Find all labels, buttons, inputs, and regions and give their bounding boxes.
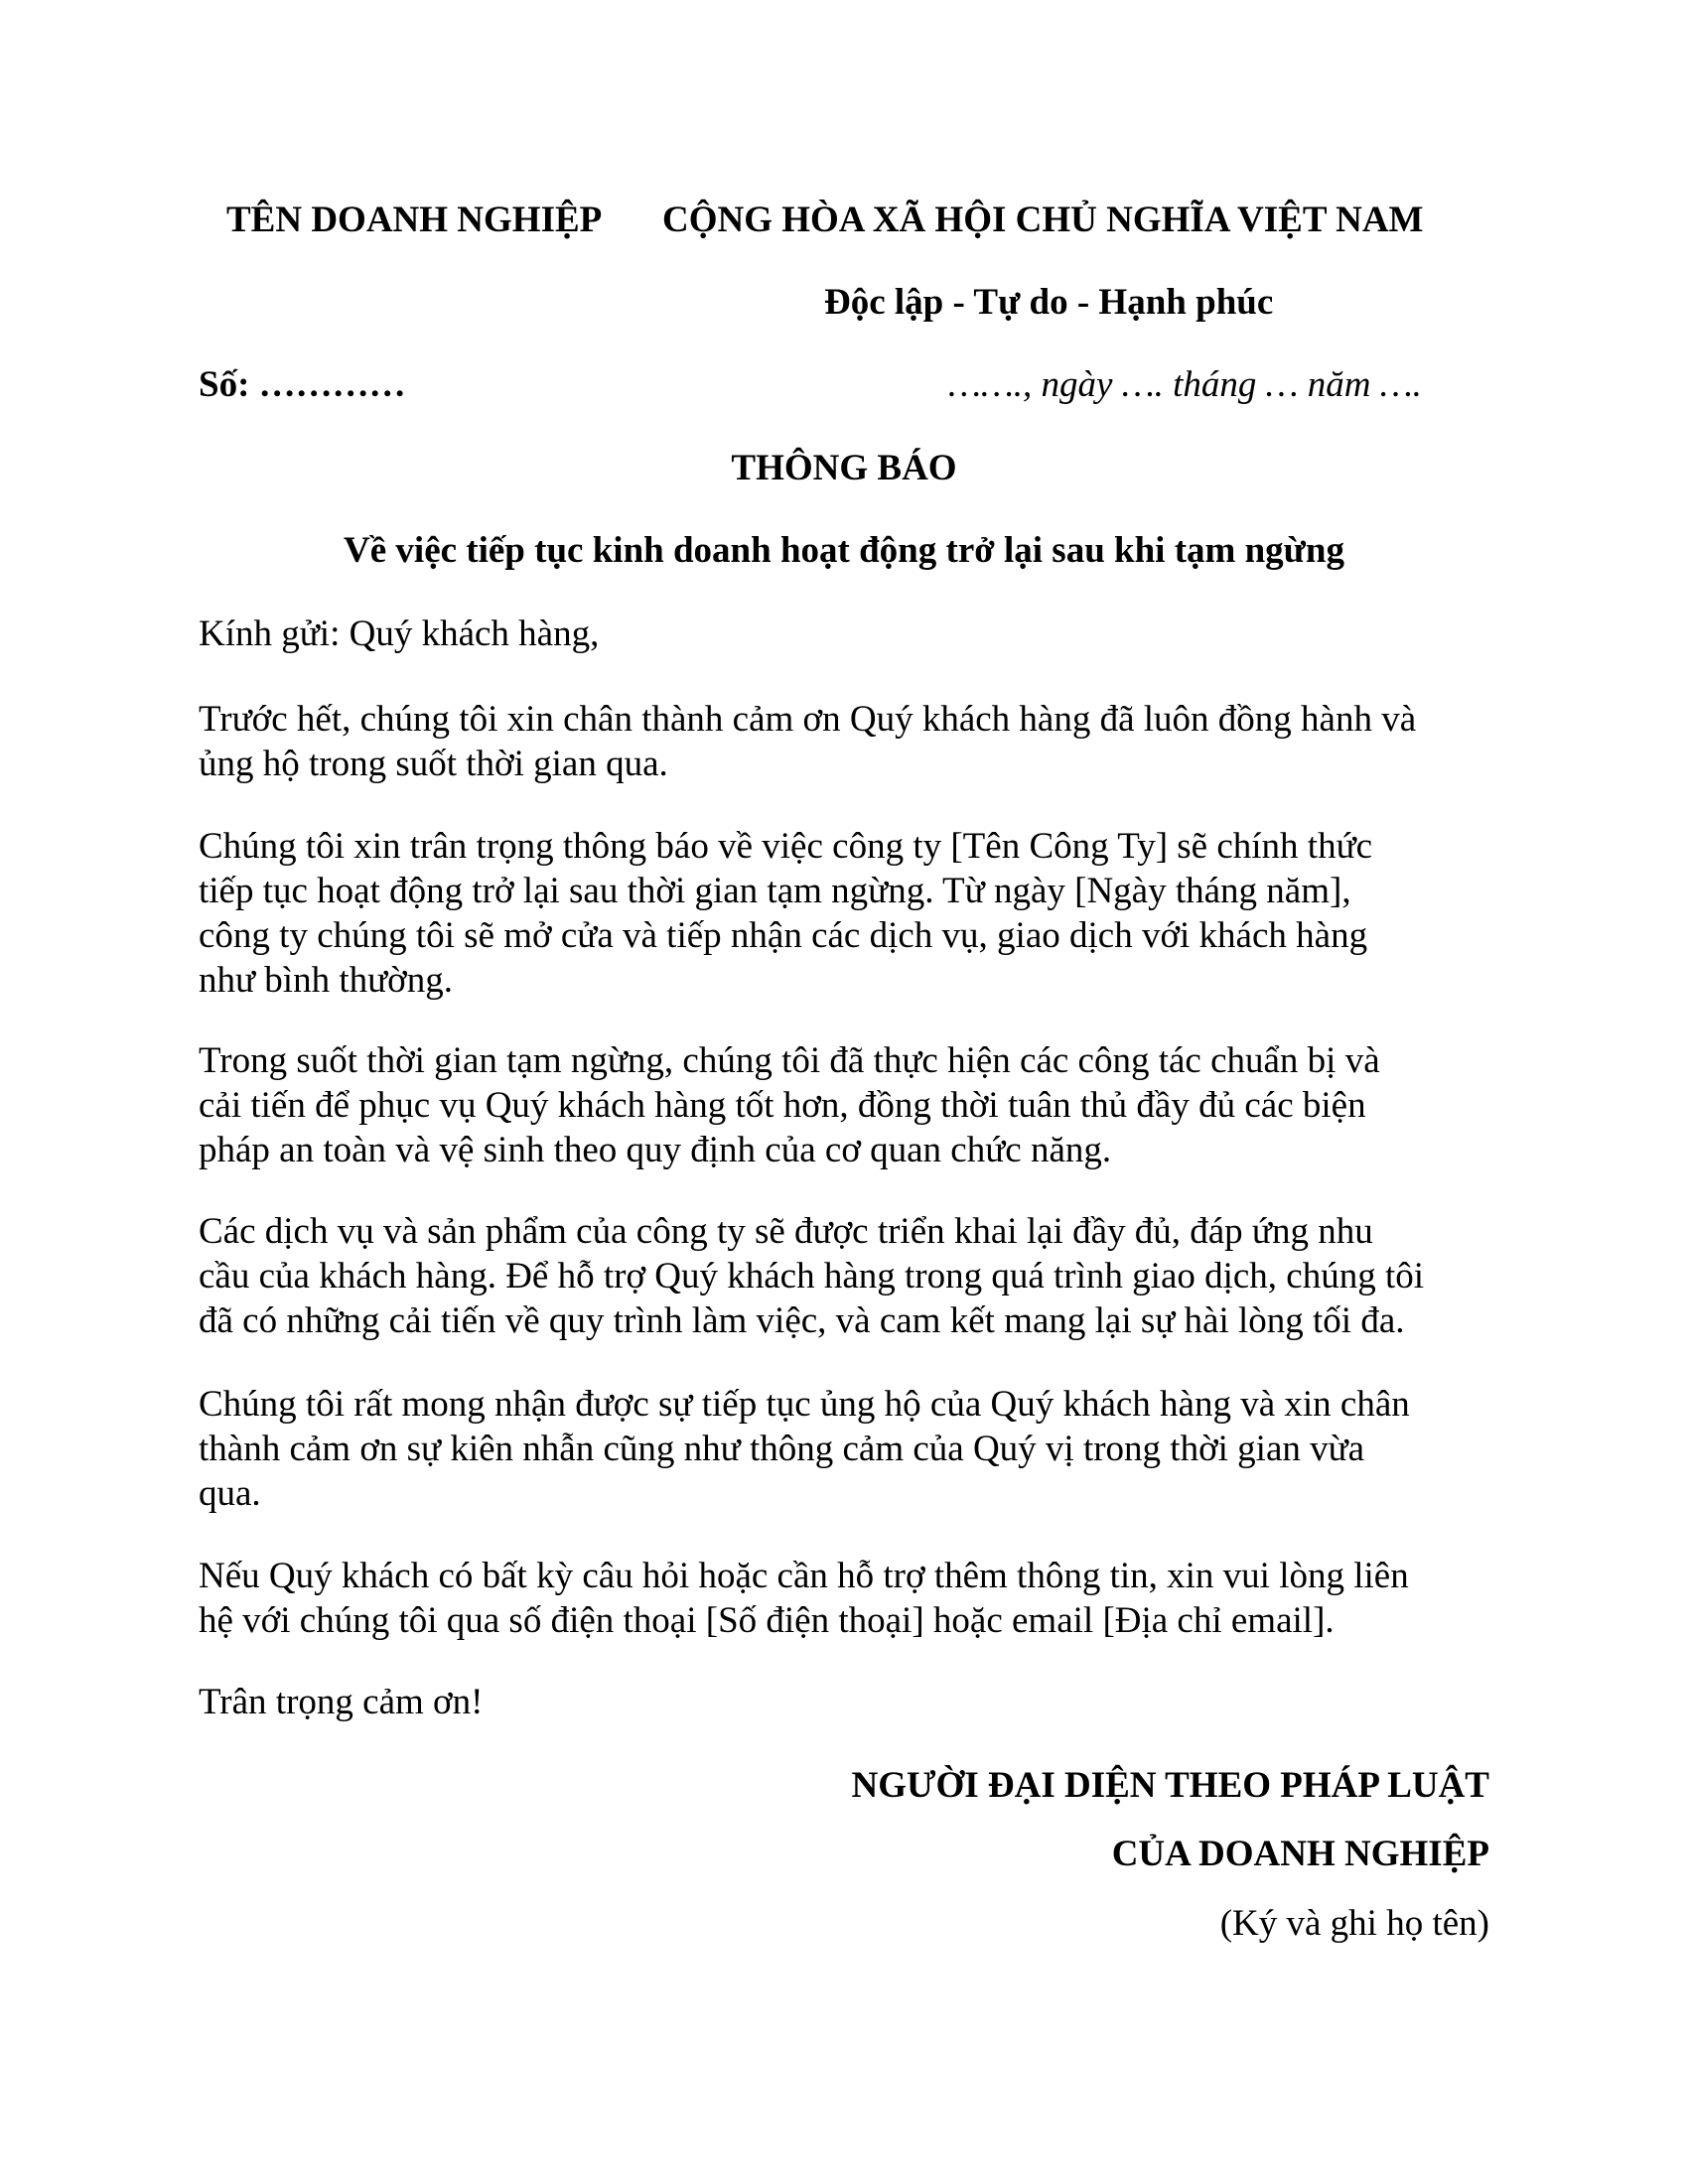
greeting: Kính gửi: Quý khách hàng, [199,614,600,654]
paragraph-1 [199,697,1499,786]
paragraph-line: thành cảm ơn sự kiên nhẫn cũng như thông cảm của Quý vị trong thời gian vừa [199,1429,1365,1469]
country-name: CỘNG HÒA XÃ HỘI CHỦ NGHĨA VIỆT NAM [662,200,1424,240]
paragraph-line: Chúng tôi xin trân trọng thông báo về việc công ty [Tên Công Ty] sẽ chính thức [199,826,1373,867]
paragraph-5 [199,1382,1499,1516]
paragraph-line: tiếp tục hoạt động trở lại sau thời gian tạm ngừng. Từ ngày [Ngày tháng năm], [199,871,1351,911]
paragraph-line: công ty chúng tôi sẽ mở cửa và tiếp nhận các dịch vụ, giao dịch với khách hàng [199,915,1368,956]
national-motto: Độc lập - Tự do - Hạnh phúc [824,282,1274,323]
paragraph-line: Trong suốt thời gian tạm ngừng, chúng tôi đã thực hiện các công tác chuẩn bị và [199,1040,1380,1081]
paragraph-line: Các dịch vụ và sản phẩm của công ty sẽ được triển khai lại đầy đủ, đáp ứng nhu [199,1211,1373,1252]
paragraph-line: cầu của khách hàng. Để hỗ trợ Quý khách hàng trong quá trình giao dịch, chúng tôi [199,1256,1425,1297]
paragraph-line: qua. [199,1473,261,1514]
paragraph-line: Nếu Quý khách có bất kỳ câu hỏi hoặc cần hỗ trợ thêm thông tin, xin vui lòng liên [199,1556,1409,1596]
paragraph-line: ủng hộ trong suốt thời gian qua. [199,744,668,784]
company-name: TÊN DOANH NGHIỆP [226,200,603,240]
paragraph-line: Chúng tôi rất mong nhận được sự tiếp tục ủng hộ của Quý khách hàng và xin chân [199,1384,1410,1425]
paragraph-3 [199,1038,1499,1172]
document-title: THÔNG BÁO [731,448,957,488]
paragraph-line: pháp an toàn và vệ sinh theo quy định của cơ quan chức năng. [199,1130,1112,1170]
paragraph-line: hệ với chúng tôi qua số điện thoại [Số điện thoại] hoặc email [Địa chỉ email]. [199,1600,1335,1641]
signature-title-line-2: CỦA DOANH NGHIỆP [1111,1834,1489,1874]
paragraph-line: cải tiến để phục vụ Quý khách hàng tốt hơn, đồng thời tuân thủ đầy đủ các biện [199,1085,1366,1126]
paragraph-line: đã có những cải tiến về quy trình làm việc, và cam kết mang lại sự hài lòng tối đa. [199,1300,1405,1341]
paragraph-line: Trước hết, chúng tôi xin chân thành cảm ơn Quý khách hàng đã luôn đồng hành và [199,699,1417,740]
document-number: Số: ………… [199,364,406,405]
document-subject: Về việc tiếp tục kinh doanh hoạt động trở lại sau khi tạm ngừng [344,530,1344,571]
closing-line: Trân trọng cảm ơn! [199,1682,484,1722]
signature-note: (Ký và ghi họ tên) [1219,1903,1489,1944]
paragraph-4 [199,1209,1499,1343]
paragraph-6 [199,1554,1499,1643]
signature-title-line-1: NGƯỜI ĐẠI DIỆN THEO PHÁP LUẬT [851,1765,1489,1806]
date-line: ……., ngày …. tháng … năm …. [948,364,1422,405]
paragraph-line: như bình thường. [199,960,453,1001]
paragraph-2 [199,824,1499,1003]
